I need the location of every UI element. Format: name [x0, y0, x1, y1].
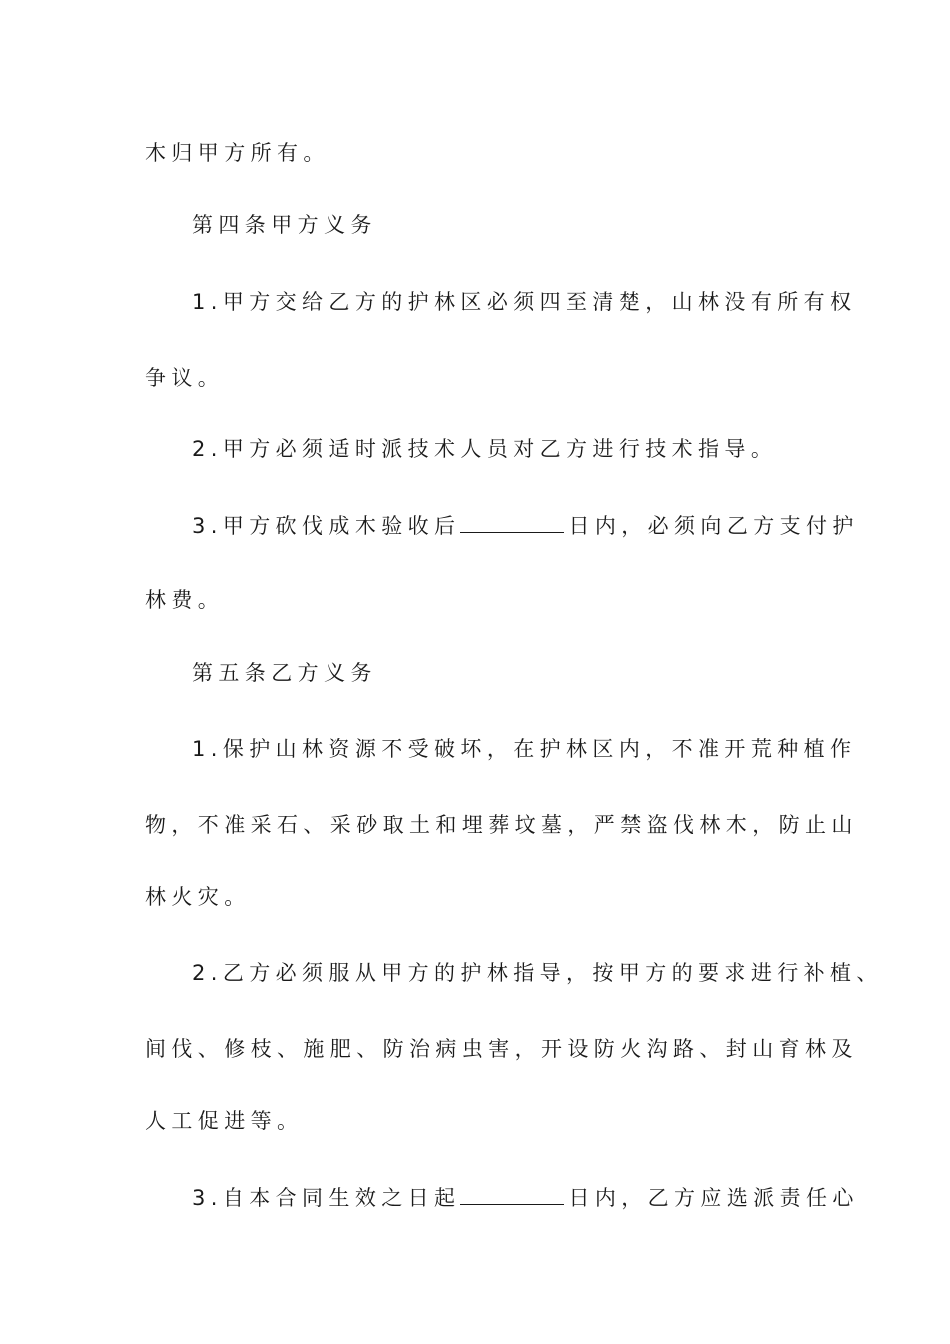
fill-in-blank: [460, 1182, 564, 1205]
text-line: 1.甲方交给乙方的护林区必须四至清楚，山林没有所有权: [192, 290, 857, 314]
fill-in-blank: [460, 510, 564, 533]
text-line: 间伐、修枝、施肥、防治病虫害，开设防火沟路、封山育林及: [145, 1037, 858, 1061]
text-line: 2.乙方必须服从甲方的护林指导，按甲方的要求进行补植、: [192, 961, 883, 985]
text-line: 木归甲方所有。: [145, 141, 330, 165]
text-segment: 日内，乙方应选派责任心: [568, 1186, 859, 1210]
text-line: 人工促进等。: [145, 1109, 304, 1133]
section-heading-party-b-obligations: 第五条乙方义务: [192, 661, 377, 685]
text-line-with-blank: [192, 1182, 872, 1213]
section-heading-party-a-obligations: 第四条甲方义务: [192, 213, 377, 237]
text-line: 林火灾。: [145, 885, 251, 909]
text-segment: 3.甲方砍伐成木验收后: [192, 514, 461, 538]
text-line: 林费。: [145, 588, 225, 612]
text-line-with-blank: [192, 510, 872, 541]
text-segment: 3.自本合同生效之日起: [192, 1186, 461, 1210]
text-line: 1.保护山林资源不受破坏，在护林区内，不准开荒种植作: [192, 737, 857, 761]
text-line: 争议。: [145, 366, 225, 390]
text-segment: 日内，必须向乙方支付护: [568, 514, 859, 538]
text-line: 物，不准采石、采砂取土和埋葬坟墓，严禁盗伐林木，防止山: [145, 813, 858, 837]
text-line: 2.甲方必须适时派技术人员对乙方进行技术指导。: [192, 437, 778, 461]
